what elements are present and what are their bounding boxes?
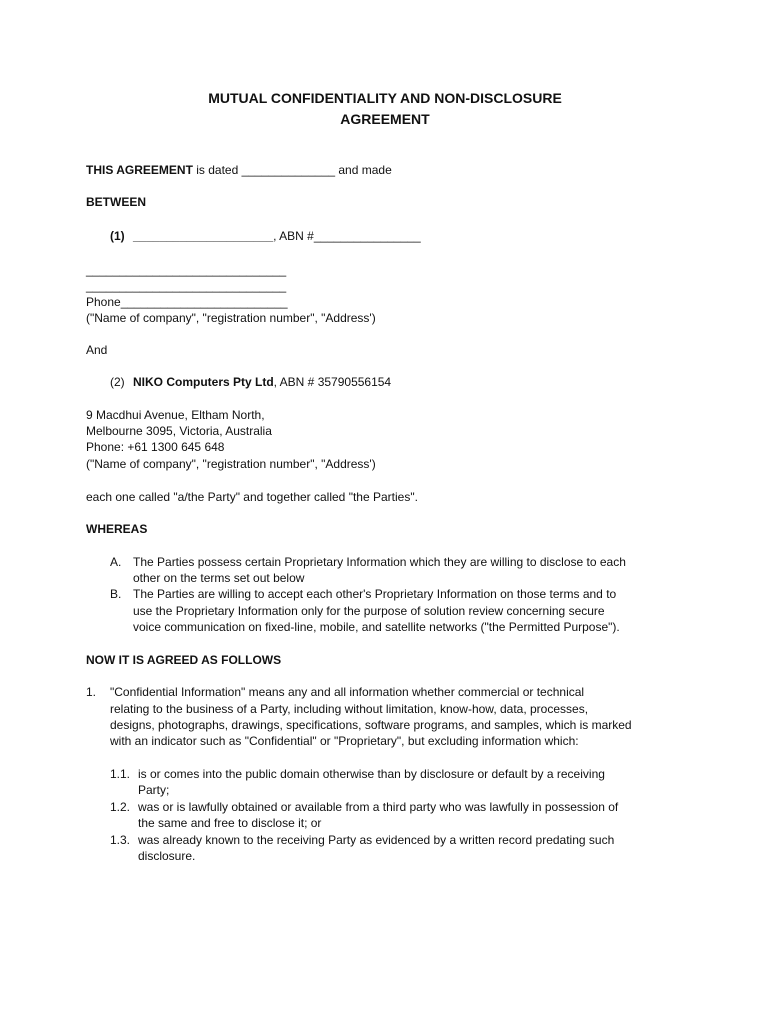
clause1-line3: designs, photographs, drawings, specifications, software programs, and samples, which is marked	[110, 718, 632, 732]
party1-phone: Phone_________________________	[86, 295, 288, 309]
party1-abn: , ABN #________________	[273, 229, 421, 243]
recital-b-line2: use the Proprietary Information only for the purpose of solution review concerning secure	[133, 604, 605, 618]
party2-line	[133, 375, 391, 389]
agreed-heading: NOW IT IS AGREED AS FOLLOWS	[86, 653, 282, 667]
party2-phone: Phone: +61 1300 645 648	[86, 440, 225, 454]
whereas-heading: WHEREAS	[86, 522, 148, 536]
party2-name: NIKO Computers Pty Ltd	[133, 375, 274, 389]
recital-a-line2: other on the terms set out below	[133, 571, 305, 585]
recital-a-marker: A.	[110, 555, 122, 569]
subclause-1-3-line1: was already known to the receiving Party as evidenced by a written record predating such	[138, 833, 615, 847]
intro-bold: THIS AGREEMENT	[86, 163, 193, 177]
party2-address-line1: 9 Macdhui Avenue, Eltham North,	[86, 408, 265, 422]
document-title-line1: MUTUAL CONFIDENTIALITY AND NON-DISCLOSURE	[208, 90, 562, 106]
clause1-line1: "Confidential Information" means any and all information whether commercial or technical	[110, 685, 585, 699]
intro-rest: is dated ______________ and made	[192, 163, 392, 177]
clause1-marker: 1.	[86, 685, 97, 699]
intro-line	[86, 163, 392, 177]
party1-name-blank: _____________________	[133, 229, 274, 243]
recital-a-line1: The Parties possess certain Proprietary Information which they are willing to disclose to each	[133, 555, 626, 569]
party1-number: (1)	[110, 229, 125, 243]
subclause-1-3-line2: disclosure.	[138, 849, 196, 863]
party2-description: ("Name of company", "registration number", "Address')	[86, 457, 376, 471]
party1-address-line1: ______________________________	[86, 263, 287, 277]
subclause-1-1-line1: is or comes into the public domain otherwise than by disclosure or default by a receiving	[138, 767, 605, 781]
subclause-1-1-line2: Party;	[138, 783, 170, 797]
clause1-line2: relating to the business of a Party, including without limitation, know-how, data, processes,	[110, 702, 589, 716]
party2-address-line2: Melbourne 3095, Victoria, Australia	[86, 424, 272, 438]
party2-abn: , ABN # 35790556154	[273, 375, 392, 389]
parties-definition: each one called "a/the Party" and together called "the Parties".	[86, 490, 418, 504]
recital-b-marker: B.	[110, 587, 122, 601]
between-heading: BETWEEN	[86, 195, 146, 209]
subclause-1-2-marker: 1.2.	[110, 800, 131, 814]
and-text: And	[86, 343, 108, 357]
subclause-1-1-marker: 1.1.	[110, 767, 131, 781]
recital-b-line3: voice communication on fixed-line, mobile, and satellite networks ("the Permitted Purpose").	[133, 620, 620, 634]
subclause-1-2-line2: the same and free to disclose it; or	[138, 816, 322, 830]
recital-b-line1: The Parties are willing to accept each other's Proprietary Information on those terms and to	[133, 587, 617, 601]
document-title-line2: AGREEMENT	[340, 111, 430, 127]
party2-number: (2)	[110, 375, 125, 389]
subclause-1-3-marker: 1.3.	[110, 833, 131, 847]
party1-address-line2: ______________________________	[86, 279, 287, 293]
party1-line	[133, 229, 421, 243]
clause1-line4: with an indicator such as "Confidential" or "Proprietary", but excluding information which:	[110, 734, 579, 748]
subclause-1-2-line1: was or is lawfully obtained or available from a third party who was lawfully in possession of	[138, 800, 619, 814]
party1-description: ("Name of company", "registration number", "Address')	[86, 311, 376, 325]
